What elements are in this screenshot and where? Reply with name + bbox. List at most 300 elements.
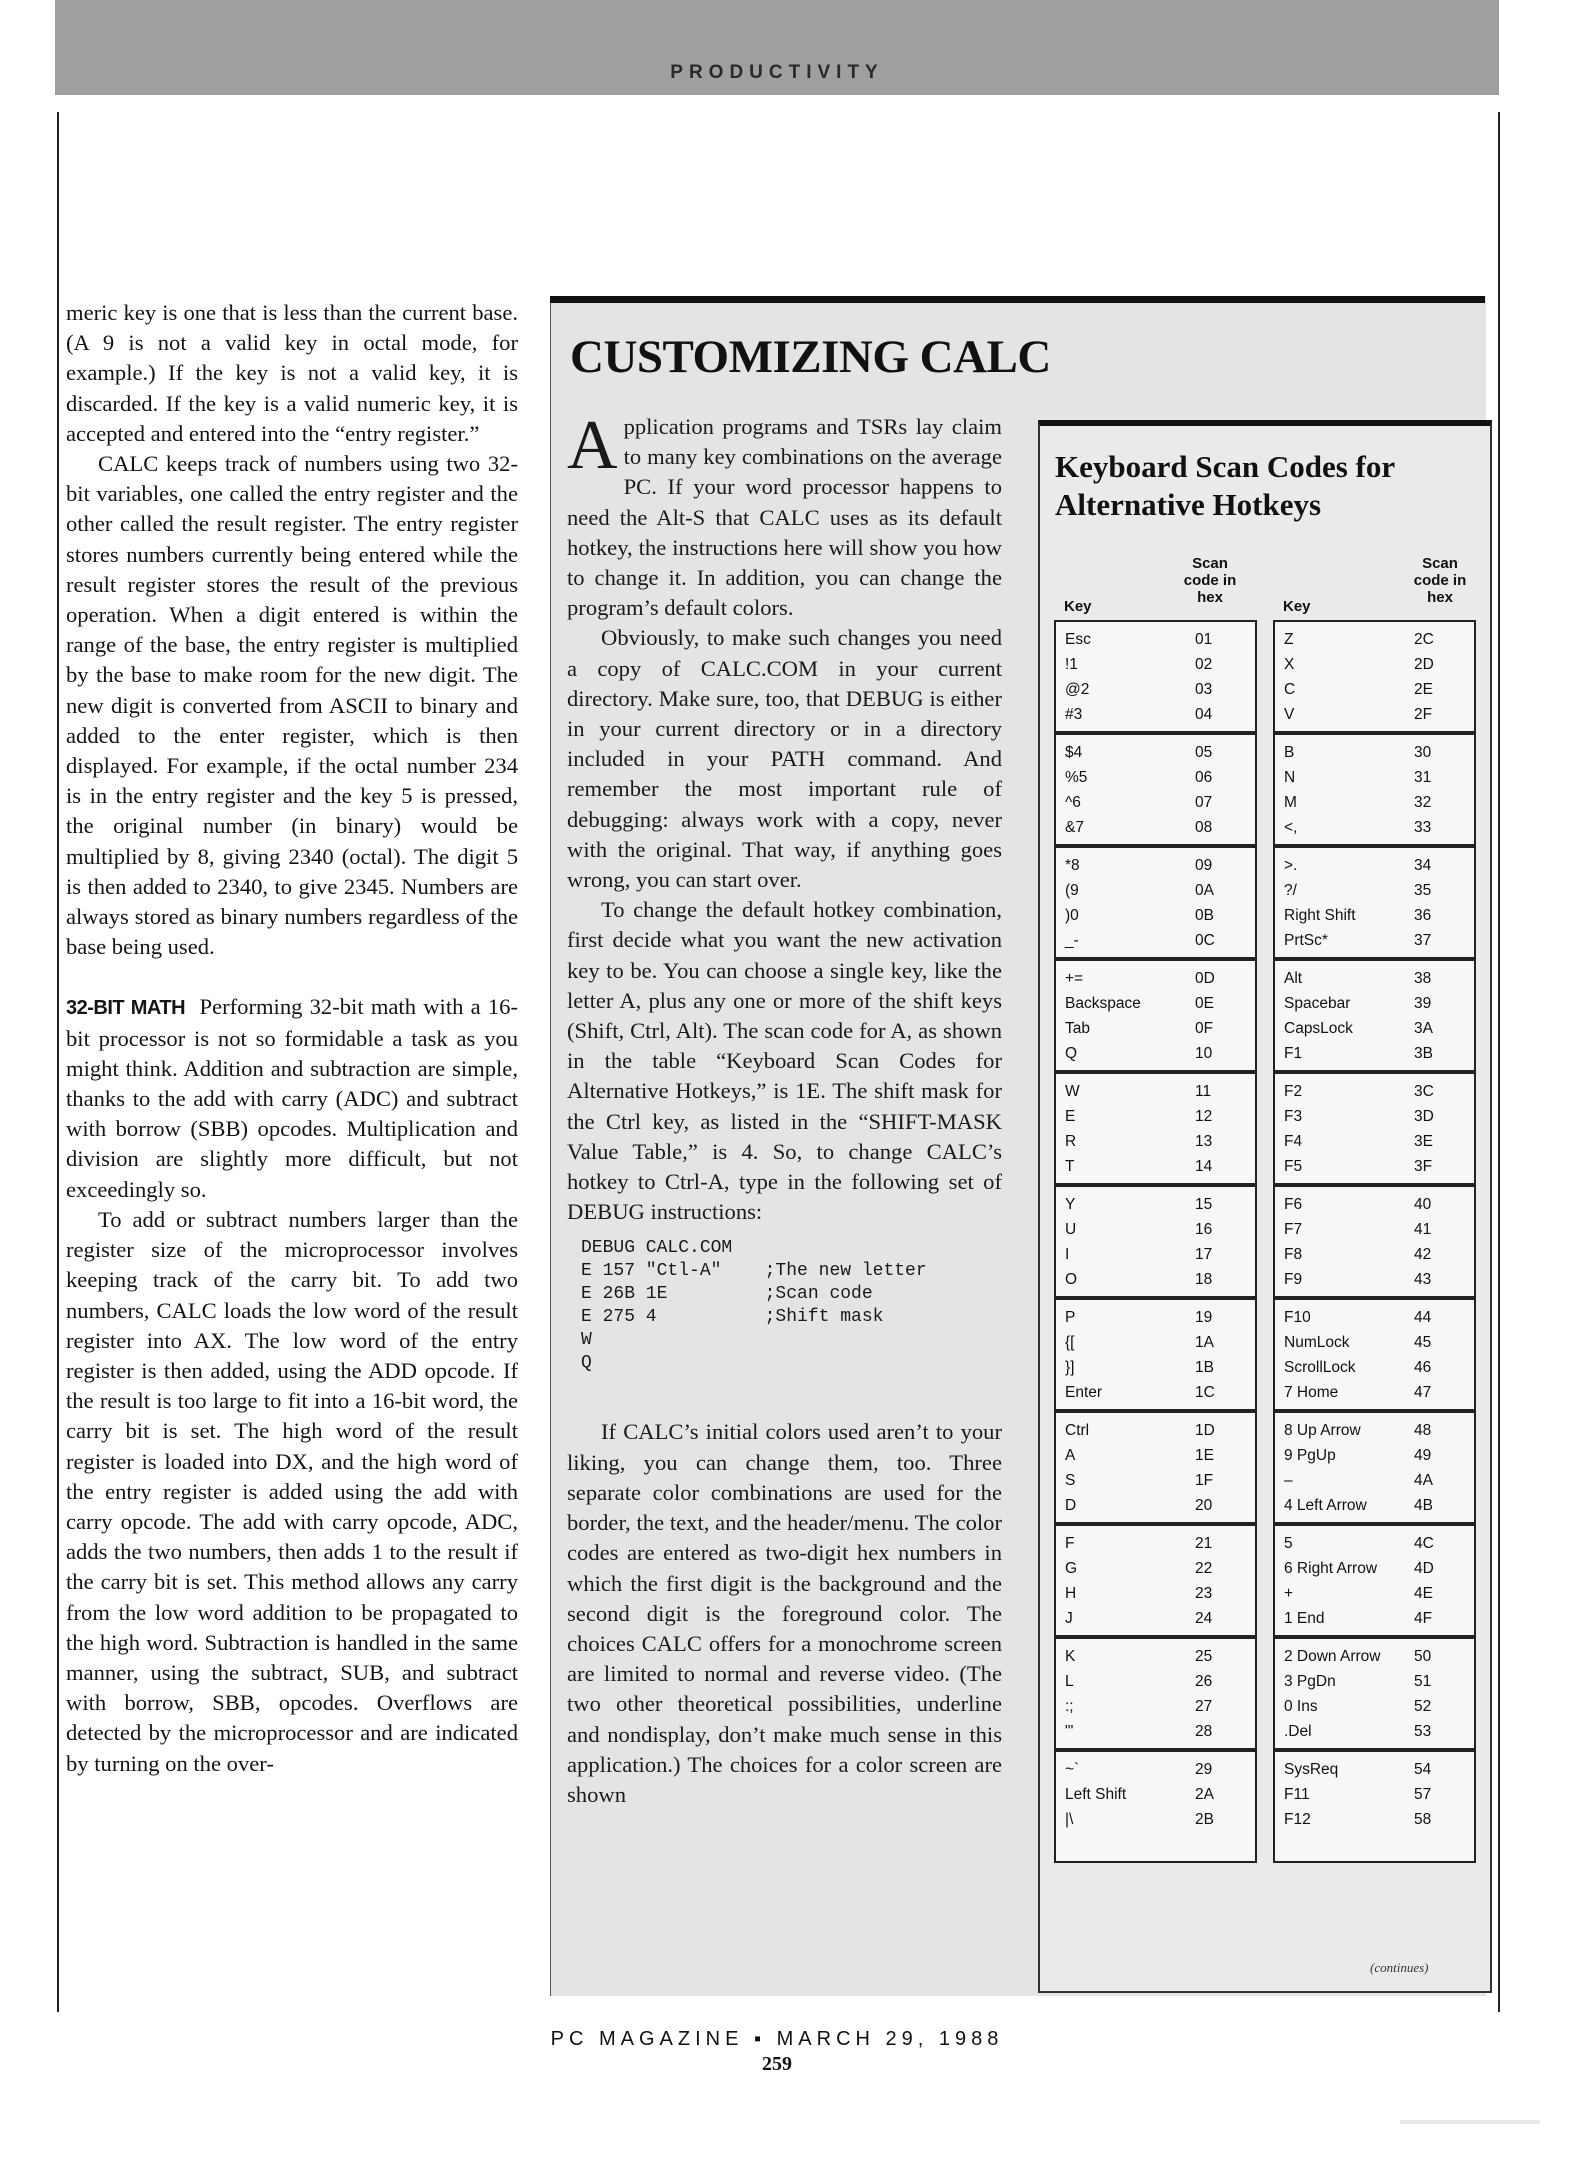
scan-row xyxy=(1056,1192,1255,1217)
sidebar-paragraph: If CALC’s initial colors used aren’t to your liking, you can change them, too. Three separate color combinations are used for the border, the text, and the header/menu. The color codes are entered as two-digit hex numbers in which the first digit is the background and the second digit is the foreground color. The choices CALC offers for a monochrome screen are limited to normal and reverse video. (The two other theoretical possibilities, underline and nondisplay, don’t make much sense in this application.) The choices for a color screen are shown xyxy=(567,1419,1002,1807)
scan-row xyxy=(1056,702,1255,727)
scan-code-value: 26 xyxy=(1195,1672,1213,1690)
footer-magazine-line: PC MAGAZINE ▪ MARCH 29, 1988 xyxy=(550,2028,1004,2050)
scan-key-name: T xyxy=(1065,1157,1075,1175)
scan-group-box-left xyxy=(1054,1072,1257,1185)
scan-row xyxy=(1056,1443,1255,1468)
scan-row xyxy=(1275,1104,1474,1129)
scan-key-name: |\ xyxy=(1065,1810,1074,1828)
scan-key-name: F5 xyxy=(1284,1157,1303,1175)
scan-row xyxy=(1275,765,1474,790)
scan-row xyxy=(1056,991,1255,1016)
scan-key-name: K xyxy=(1065,1647,1076,1665)
scan-key-name: Esc xyxy=(1065,630,1091,648)
scan-code-value: 1C xyxy=(1195,1383,1215,1401)
scan-code-value: 0E xyxy=(1195,994,1214,1012)
scan-group-box-left xyxy=(1054,1750,1257,1863)
sidebar-top-rule xyxy=(550,296,1485,303)
scan-key-name: PrtSc* xyxy=(1284,931,1328,949)
scan-code-value: 1D xyxy=(1195,1421,1215,1439)
scan-key-name: 5 xyxy=(1284,1534,1293,1552)
scan-key-name: W xyxy=(1065,1082,1080,1100)
section-heading: 32-BIT MATH xyxy=(66,997,186,1020)
scan-key-name: F8 xyxy=(1284,1245,1303,1263)
scan-code-value: 47 xyxy=(1414,1383,1432,1401)
scan-code-value: 2E xyxy=(1414,680,1433,698)
scan-code-value: 2D xyxy=(1414,655,1434,673)
scan-key-name: Alt xyxy=(1284,969,1303,987)
scan-code-value: 37 xyxy=(1414,931,1432,949)
scan-row xyxy=(1275,1782,1474,1807)
scan-row xyxy=(1275,1757,1474,1782)
scan-key-name: O xyxy=(1065,1270,1078,1288)
scan-row xyxy=(1275,1581,1474,1606)
scan-key-name: R xyxy=(1065,1132,1077,1150)
scan-key-name: F xyxy=(1065,1534,1075,1552)
scan-row xyxy=(1056,1719,1255,1744)
page-number: 259 xyxy=(762,2053,792,2075)
scan-row xyxy=(1056,740,1255,765)
scan-row xyxy=(1275,991,1474,1016)
scan-row xyxy=(1056,1380,1255,1405)
scan-code-value: 4F xyxy=(1414,1609,1433,1627)
scan-row xyxy=(1275,1305,1474,1330)
scan-row xyxy=(1275,1380,1474,1405)
scan-key-name: B xyxy=(1284,743,1295,761)
scan-key-name: E xyxy=(1065,1107,1076,1125)
scan-code-value: 0F xyxy=(1195,1019,1214,1037)
scan-key-name: F6 xyxy=(1284,1195,1303,1213)
scan-code-value: 4B xyxy=(1414,1496,1433,1514)
scan-row xyxy=(1275,1217,1474,1242)
scan-row xyxy=(1275,1531,1474,1556)
code-column-header-left: Scan code in hex xyxy=(1183,555,1237,606)
scan-key-name: – xyxy=(1284,1471,1293,1489)
scan-code-value: 27 xyxy=(1195,1697,1213,1715)
scan-key-name: F12 xyxy=(1284,1810,1311,1828)
scan-code-value: 30 xyxy=(1414,743,1432,761)
scan-code-value: 1A xyxy=(1195,1333,1214,1351)
continued-note: (continues) xyxy=(1370,1960,1429,1975)
scan-key-name: += xyxy=(1065,969,1084,987)
scan-group-box-left xyxy=(1054,620,1257,733)
scan-row xyxy=(1275,1493,1474,1518)
scan-code-value: 50 xyxy=(1414,1647,1432,1665)
scan-key-name: + xyxy=(1284,1584,1294,1602)
scan-key-name: ScrollLock xyxy=(1284,1358,1356,1376)
scan-group-box-left xyxy=(1054,1411,1257,1524)
scan-code-value: 29 xyxy=(1195,1760,1213,1778)
scan-row xyxy=(1056,627,1255,652)
scan-group-box-right xyxy=(1273,1524,1476,1637)
sidebar-paragraph xyxy=(567,407,1002,623)
scan-key-name: Spacebar xyxy=(1284,994,1351,1012)
scan-row xyxy=(1275,853,1474,878)
scan-code-value: 48 xyxy=(1414,1421,1432,1439)
scan-key-name: F4 xyxy=(1284,1132,1303,1150)
scan-code-value: 07 xyxy=(1195,793,1213,811)
scan-key-name: V xyxy=(1284,705,1295,723)
scan-row xyxy=(1275,1556,1474,1581)
scan-row xyxy=(1056,1644,1255,1669)
scan-row xyxy=(1275,1016,1474,1041)
scan-key-name: ^6 xyxy=(1065,793,1081,811)
scan-code-value: 17 xyxy=(1195,1245,1213,1263)
scan-code-value: 46 xyxy=(1414,1358,1432,1376)
scan-code-value: 10 xyxy=(1195,1044,1213,1062)
scan-code-value: 24 xyxy=(1195,1609,1213,1627)
article-left-column xyxy=(66,298,518,1779)
scan-key-name: ?/ xyxy=(1284,881,1297,899)
scan-row xyxy=(1056,878,1255,903)
scan-row xyxy=(1275,1468,1474,1493)
scan-key-name: 3 PgDn xyxy=(1284,1672,1336,1690)
scan-code-value: 54 xyxy=(1414,1760,1432,1778)
scan-key-name: {[ xyxy=(1065,1333,1075,1351)
scan-row xyxy=(1275,903,1474,928)
scan-code-value: 39 xyxy=(1414,994,1432,1012)
scan-row xyxy=(1275,740,1474,765)
scan-row xyxy=(1056,1556,1255,1581)
scan-code-value: 3E xyxy=(1414,1132,1433,1150)
scan-table-title: Keyboard Scan Codes for Alternative Hotkeys xyxy=(1055,449,1395,522)
scan-row xyxy=(1275,627,1474,652)
scan-key-name: :; xyxy=(1065,1697,1074,1715)
key-column-header-left: Key xyxy=(1064,598,1092,615)
scan-key-name: NumLock xyxy=(1284,1333,1350,1351)
scan-key-name: F9 xyxy=(1284,1270,1303,1288)
scan-row xyxy=(1056,1016,1255,1041)
scan-row xyxy=(1056,1468,1255,1493)
sidebar-paragraph: Obviously, to make such changes you need a copy of CALC.COM in your current directory. Make sure, too, that DEBUG is either in your current directory or in a directory included in your PATH command. And remember the most important rule of debugging: always work with a copy, never with the original. That way, if anything goes wrong, you can start over. xyxy=(567,625,1002,893)
scan-key-name: Backspace xyxy=(1065,994,1141,1012)
scan-key-name: 8 Up Arrow xyxy=(1284,1421,1361,1439)
scan-key-name: "' xyxy=(1065,1722,1074,1740)
scan-row xyxy=(1275,1041,1474,1066)
scan-key-name: ~` xyxy=(1065,1760,1080,1778)
scan-key-name: CapsLock xyxy=(1284,1019,1353,1037)
scan-code-value: 32 xyxy=(1414,793,1432,811)
scan-group-box-right xyxy=(1273,959,1476,1072)
scan-code-value: 4D xyxy=(1414,1559,1434,1577)
scan-row xyxy=(1275,1807,1474,1832)
scan-code-value: 0A xyxy=(1195,881,1214,899)
scan-row xyxy=(1056,790,1255,815)
scan-code-value: 42 xyxy=(1414,1245,1432,1263)
scan-code-value: 58 xyxy=(1414,1810,1432,1828)
scan-key-name: J xyxy=(1065,1609,1073,1627)
scan-key-name: F10 xyxy=(1284,1308,1311,1326)
scan-group-box-right xyxy=(1273,620,1476,733)
scan-code-value: 36 xyxy=(1414,906,1432,924)
scan-key-name: 0 Ins xyxy=(1284,1697,1318,1715)
article-paragraph-text: Performing 32-bit math with a 16-bit processor is not so formidable a task as you might think. Addition and subtraction are simple, thanks to the add with carry (ADC) and subtract with borrow (SBB) opcodes. Multiplication and division are slightly more difficult, but not exceedingly so. xyxy=(66,994,518,1202)
scan-code-value: 38 xyxy=(1414,969,1432,987)
section-label: PRODUCTIVITY xyxy=(670,62,884,83)
scan-key-name: !1 xyxy=(1065,655,1078,673)
scan-row xyxy=(1056,853,1255,878)
scan-group-box-left xyxy=(1054,1185,1257,1298)
scan-key-name: 7 Home xyxy=(1284,1383,1339,1401)
scan-key-name: P xyxy=(1065,1308,1076,1326)
scan-row xyxy=(1275,1079,1474,1104)
scan-code-value: 15 xyxy=(1195,1195,1213,1213)
scan-key-name: G xyxy=(1065,1559,1078,1577)
scan-code-value: 16 xyxy=(1195,1220,1213,1238)
scan-key-name: 6 Right Arrow xyxy=(1284,1559,1378,1577)
scan-code-value: 45 xyxy=(1414,1333,1432,1351)
scan-row xyxy=(1056,1807,1255,1832)
scan-key-name: H xyxy=(1065,1584,1077,1602)
scan-code-value: 11 xyxy=(1195,1082,1212,1100)
scan-row xyxy=(1275,815,1474,840)
article-paragraph: CALC keeps track of numbers using two 32-bit variables, one called the entry register and the other called the result register. The entry register stores numbers currently being entered while the result register stores the result of the previous operation. When a digit entered is within the range of the base, the entry register is multiplied by the base to make room for the new digit. The new digit is converted from ASCII to binary and added to the enter register, which is then displayed. For example, if the octal number 234 is in the entry register and the key 5 is pressed, the original number (in binary) would be multiplied by 8, giving 2340 (octal). The digit 5 is then added to 2340, to give 2345. Numbers are always stored as binary numbers regardless of the base being used. xyxy=(66,451,518,960)
scan-row xyxy=(1275,1267,1474,1292)
scan-key-name: U xyxy=(1065,1220,1077,1238)
scan-key-name: SysReq xyxy=(1284,1760,1339,1778)
article-paragraph: meric key is one that is less than the current base. (A 9 is not a valid key in octal mode, for example.) If the key is not a valid key, it is discarded. If the key is a valid numeric key, it is accepted and entered into the “entry register.” xyxy=(66,300,518,446)
scan-code-value: 14 xyxy=(1195,1157,1213,1175)
scan-row xyxy=(1275,1242,1474,1267)
sidebar-paragraph: To change the default hotkey combination, first decide what you want the new activation key to be. You can choose a single key, like the letter A, plus any one or more of the shift keys (Shift, Ctrl, Alt). The scan code for A, as shown in the table “Keyboard Scan Codes for Alternative Hotkeys,” is 1E. The shift mask for the Ctrl key, as listed in the “SHIFT-MASK Value Table,” is 4. So, to change CALC’s hotkey to Ctrl-A, type in the following set of DEBUG instructions: xyxy=(567,897,1002,1225)
scan-row xyxy=(1275,652,1474,677)
scan-row xyxy=(1275,1694,1474,1719)
scan-key-name: 4 Left Arrow xyxy=(1284,1496,1367,1514)
scan-code-value: 0D xyxy=(1195,969,1215,987)
scan-code-value: 21 xyxy=(1195,1534,1213,1552)
scan-row xyxy=(1275,1355,1474,1380)
scan-key-name: Enter xyxy=(1065,1383,1103,1401)
scan-code-value: 44 xyxy=(1414,1308,1432,1326)
scan-row xyxy=(1056,1129,1255,1154)
scan-key-name: )0 xyxy=(1065,906,1079,924)
scan-key-name: Q xyxy=(1065,1044,1078,1062)
scan-key-name: C xyxy=(1284,680,1296,698)
key-column-header-right: Key xyxy=(1283,598,1311,615)
scan-code-value: 18 xyxy=(1195,1270,1213,1288)
scan-code-value: 25 xyxy=(1195,1647,1213,1665)
scan-code-value: 22 xyxy=(1195,1559,1213,1577)
scan-row xyxy=(1056,1606,1255,1631)
scan-row xyxy=(1056,1041,1255,1066)
scan-code-value: 02 xyxy=(1195,655,1213,673)
scan-key-name: D xyxy=(1065,1496,1077,1514)
scan-key-name: Y xyxy=(1065,1195,1076,1213)
scan-key-name: F2 xyxy=(1284,1082,1303,1100)
sidebar-text xyxy=(567,407,1002,1810)
scan-key-name: Ctrl xyxy=(1065,1421,1090,1439)
article-paragraph xyxy=(66,992,518,1204)
sidebar-paragraph-text: pplication programs and TSRs lay claim to many key combinations on the average PC. If your word processor happens to need the Alt-S that CALC uses as its default hotkey, the instructions here will show you how to change it. In addition, you can change the program’s default colors. xyxy=(567,414,1002,621)
scan-row xyxy=(1275,1330,1474,1355)
scan-code-value: 51 xyxy=(1414,1672,1432,1690)
scan-key-name: F11 xyxy=(1284,1785,1310,1803)
scan-code-value: 3D xyxy=(1414,1107,1434,1125)
article-paragraph: To add or subtract numbers larger than the register size of the microprocessor involves keeping track of the carry bit. To add two numbers, CALC loads the low word of the result register into AX. The low word of the entry register is then added, using the ADD opcode. If the result is too large to fit into a 16-bit word, the carry bit is set. The high word of the result register is loaded into DX, and the high word of the entry register is added using the add with carry opcode. The add with carry opcode, ADC, adds the two numbers, then adds 1 to the result if the carry bit is set. This method allows any carry from the low word addition to be propagated to the high word. Subtraction is handled in the same manner, using the subtract, SUB, and subtract with borrow, SBB, opcodes. Overflows are detected by the microprocessor and are indicated by turning on the over- xyxy=(66,1206,518,1776)
scan-code-value: 43 xyxy=(1414,1270,1432,1288)
scan-group-box-right xyxy=(1273,846,1476,959)
scan-code-value: 1F xyxy=(1195,1471,1214,1489)
scan-code-value: 19 xyxy=(1195,1308,1213,1326)
scan-code-value: 53 xyxy=(1414,1722,1432,1740)
debug-code-block: DEBUG CALC.COM E 157 "Ctl-A" ;The new letter E 26B 1E ;Scan code E 275 4 ;Shift mask W Q xyxy=(581,1238,927,1374)
scan-group-box-left xyxy=(1054,1524,1257,1637)
scan-code-value: 05 xyxy=(1195,743,1213,761)
scan-key-name: >. xyxy=(1284,856,1298,874)
scan-key-name: *8 xyxy=(1065,856,1080,874)
scan-key-name: _- xyxy=(1065,931,1079,949)
scan-code-value: 1B xyxy=(1195,1358,1214,1376)
scan-group-box-left xyxy=(1054,1298,1257,1411)
scan-code-value: 40 xyxy=(1414,1195,1432,1213)
scan-row xyxy=(1275,1606,1474,1631)
scan-key-name: @2 xyxy=(1065,680,1090,698)
scan-code-value: 12 xyxy=(1195,1107,1213,1125)
scan-code-value: 2C xyxy=(1414,630,1434,648)
scan-row xyxy=(1056,1242,1255,1267)
scan-key-name: &7 xyxy=(1065,818,1084,836)
scan-row xyxy=(1056,652,1255,677)
scan-group-box-right xyxy=(1273,1185,1476,1298)
scan-code-value: 49 xyxy=(1414,1446,1432,1464)
scan-row xyxy=(1056,903,1255,928)
scan-code-value: 3F xyxy=(1414,1157,1433,1175)
scan-row xyxy=(1056,1694,1255,1719)
scan-key-name: F7 xyxy=(1284,1220,1303,1238)
scan-code-value: 41 xyxy=(1414,1220,1432,1238)
scan-code-value: 4C xyxy=(1414,1534,1434,1552)
scan-key-name: I xyxy=(1065,1245,1070,1263)
scan-code-value: 2A xyxy=(1195,1785,1214,1803)
scan-row xyxy=(1056,1493,1255,1518)
scan-code-value: 04 xyxy=(1195,705,1213,723)
scan-row xyxy=(1056,1581,1255,1606)
scan-key-name: X xyxy=(1284,655,1295,673)
scan-code-value: 20 xyxy=(1195,1496,1213,1514)
scan-key-name: #3 xyxy=(1065,705,1083,723)
scan-group-box-left xyxy=(1054,959,1257,1072)
scan-code-value: 1E xyxy=(1195,1446,1214,1464)
scan-group-box-right xyxy=(1273,733,1476,846)
scan-row xyxy=(1275,878,1474,903)
scan-row xyxy=(1056,1217,1255,1242)
scan-row xyxy=(1275,1154,1474,1179)
scan-key-name: (9 xyxy=(1065,881,1079,899)
scan-group-box-left xyxy=(1054,1637,1257,1750)
scan-row xyxy=(1056,677,1255,702)
scan-code-value: 3A xyxy=(1414,1019,1433,1037)
scan-code-value: 34 xyxy=(1414,856,1432,874)
scan-row xyxy=(1056,1757,1255,1782)
scan-row xyxy=(1056,1782,1255,1807)
scan-group-box-right xyxy=(1273,1637,1476,1750)
scan-row xyxy=(1275,1418,1474,1443)
scan-row xyxy=(1056,1330,1255,1355)
scan-code-value: 3C xyxy=(1414,1082,1434,1100)
scan-key-name: <, xyxy=(1284,818,1298,836)
scan-code-value: 0C xyxy=(1195,931,1215,949)
scan-row xyxy=(1275,1192,1474,1217)
scan-key-name: .Del xyxy=(1284,1722,1312,1740)
scan-row xyxy=(1056,1267,1255,1292)
scan-key-name: %5 xyxy=(1065,768,1088,786)
scan-code-value: 06 xyxy=(1195,768,1213,786)
scan-code-value: 23 xyxy=(1195,1584,1213,1602)
scan-code-value: 3B xyxy=(1414,1044,1433,1062)
scan-key-name: N xyxy=(1284,768,1296,786)
footer-decoration xyxy=(1400,2120,1540,2124)
scan-code-value: 13 xyxy=(1195,1132,1213,1150)
scan-row xyxy=(1275,966,1474,991)
scan-code-value: 52 xyxy=(1414,1697,1432,1715)
scan-group-box-left xyxy=(1054,733,1257,846)
scan-key-name: Right Shift xyxy=(1284,906,1356,924)
scan-row xyxy=(1275,702,1474,727)
scan-code-value: 31 xyxy=(1414,768,1432,786)
scan-row xyxy=(1056,765,1255,790)
scan-code-value: 4E xyxy=(1414,1584,1433,1602)
scan-row xyxy=(1275,1644,1474,1669)
scan-code-value: 35 xyxy=(1414,881,1432,899)
scan-key-name: 2 Down Arrow xyxy=(1284,1647,1381,1665)
scan-code-value: 2B xyxy=(1195,1810,1214,1828)
scan-row xyxy=(1056,1669,1255,1694)
scan-code-value: 33 xyxy=(1414,818,1432,836)
scan-code-value: 0B xyxy=(1195,906,1214,924)
scan-row xyxy=(1275,928,1474,953)
scan-group-box-right xyxy=(1273,1411,1476,1524)
scan-code-value: 08 xyxy=(1195,818,1213,836)
code-column-header-right: Scan code in hex xyxy=(1413,555,1467,606)
scan-key-name: L xyxy=(1065,1672,1074,1690)
scan-row xyxy=(1275,677,1474,702)
scan-row xyxy=(1056,1079,1255,1104)
scan-group-box-right xyxy=(1273,1750,1476,1863)
scan-row xyxy=(1056,1355,1255,1380)
scan-row xyxy=(1056,1154,1255,1179)
scan-row xyxy=(1056,1104,1255,1129)
scan-key-name: Tab xyxy=(1065,1019,1090,1037)
scan-row xyxy=(1275,1443,1474,1468)
scan-code-value: 4A xyxy=(1414,1471,1433,1489)
scan-key-name: S xyxy=(1065,1471,1076,1489)
scan-row xyxy=(1275,1669,1474,1694)
scan-code-value: 28 xyxy=(1195,1722,1213,1740)
scan-code-value: 01 xyxy=(1195,630,1213,648)
scan-code-value: 57 xyxy=(1414,1785,1432,1803)
scan-row xyxy=(1056,1531,1255,1556)
scan-key-name: M xyxy=(1284,793,1297,811)
scan-row xyxy=(1056,815,1255,840)
left-margin-rule xyxy=(57,112,59,2012)
scan-row xyxy=(1275,790,1474,815)
scan-row xyxy=(1056,1305,1255,1330)
scan-row xyxy=(1056,928,1255,953)
scan-key-name: F1 xyxy=(1284,1044,1303,1062)
right-margin-rule xyxy=(1498,112,1500,2012)
drop-cap: A xyxy=(567,407,618,484)
scan-row xyxy=(1056,966,1255,991)
scan-key-name: $4 xyxy=(1065,743,1083,761)
scan-row xyxy=(1275,1129,1474,1154)
scan-row xyxy=(1275,1719,1474,1744)
scan-code-value: 09 xyxy=(1195,856,1213,874)
scan-group-box-right xyxy=(1273,1298,1476,1411)
scan-group-box-right xyxy=(1273,1072,1476,1185)
scan-row xyxy=(1056,1418,1255,1443)
scan-key-name: Z xyxy=(1284,630,1294,648)
scan-key-name: F3 xyxy=(1284,1107,1303,1125)
